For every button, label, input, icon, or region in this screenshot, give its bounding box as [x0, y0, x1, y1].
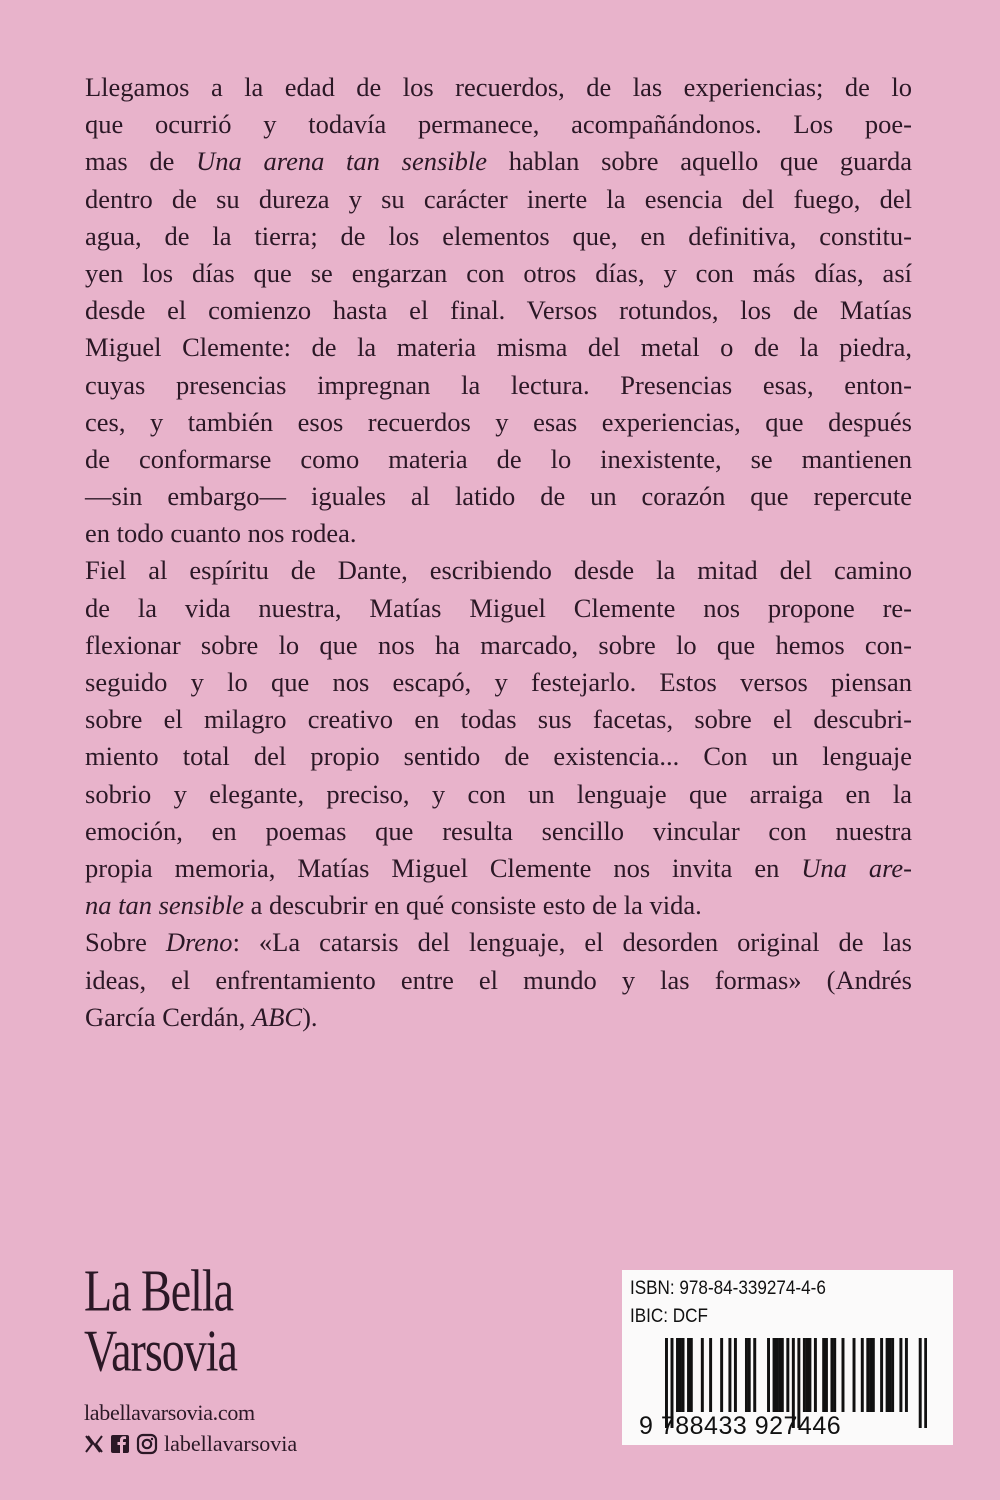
text-segment: agua, de la tierra; de los elementos que, en definitiva, constitu-	[85, 220, 912, 251]
text-segment: miento total del propio sentido de existencia... Con un lenguaje	[85, 741, 912, 772]
barcode-bar	[753, 1338, 756, 1412]
text-segment: sobre el milagro creativo en todas sus facetas, sobre el descubri-	[85, 704, 912, 735]
text-segment: a descubrir en qué consiste esto de la vida.	[244, 890, 702, 921]
barcode-bar	[888, 1338, 891, 1412]
barcode-bar	[866, 1338, 869, 1412]
barcode-bar	[919, 1338, 922, 1428]
barcode-bar	[861, 1338, 864, 1412]
italic-title: Una arena tan sensible	[196, 146, 488, 177]
barcode-bar	[745, 1338, 748, 1412]
text-segment: Miguel Clemente: de la materia misma del metal o de la piedra,	[85, 332, 912, 363]
blurb-line	[85, 478, 912, 515]
logo-line-2-row	[84, 1318, 237, 1384]
text-segment: yen los días que se engarzan con otros días, y con más días, así	[85, 257, 912, 288]
text-segment: : «La catarsis del lenguaje, el desorden original de las	[232, 927, 912, 958]
text-segment: que ocurrió y todavía permanece, acompañándonos. Los poe-	[85, 109, 912, 140]
instagram-icon[interactable]	[136, 1433, 158, 1455]
barcode-bar	[786, 1338, 789, 1412]
barcode-bar	[886, 1338, 889, 1412]
blurb-line	[85, 106, 912, 143]
blurb-line	[85, 738, 912, 775]
barcode-bar	[880, 1338, 883, 1412]
barcode-bar	[767, 1338, 770, 1412]
blurb-line	[85, 441, 912, 478]
blurb-line	[85, 590, 912, 627]
text-segment: ).	[302, 1001, 318, 1032]
x-icon[interactable]	[84, 1434, 104, 1454]
barcode-bar	[899, 1338, 902, 1412]
barcode-bar	[869, 1338, 872, 1412]
barcode-bar	[808, 1338, 811, 1412]
blurb-line	[85, 181, 912, 218]
barcode-bar	[679, 1338, 682, 1412]
blurb-line	[85, 218, 912, 255]
text-segment: Fiel al espíritu de Dante, escribiendo desde la mitad del camino	[85, 555, 912, 586]
barcode-bar	[822, 1338, 825, 1412]
italic-title: ABC	[252, 1001, 303, 1032]
blurb-line	[85, 813, 912, 850]
text-segment: ideas, el enfrentamiento entre el mundo y las formas» (Andrés	[85, 964, 912, 995]
barcode-bar	[676, 1338, 679, 1412]
publisher-website[interactable]: labellavarsovia.com	[84, 1400, 255, 1425]
barcode-bar	[803, 1338, 806, 1412]
barcode-bar	[842, 1338, 845, 1412]
barcode-bar	[833, 1338, 836, 1412]
italic-title: Una are-	[801, 852, 912, 883]
blurb-line	[85, 627, 912, 664]
barcode-bar	[814, 1338, 817, 1412]
publisher-logo	[84, 1258, 237, 1384]
barcode-bar	[806, 1338, 809, 1412]
logo-line-1-row	[84, 1258, 237, 1324]
blurb-line	[85, 850, 912, 887]
blurb-line	[85, 69, 912, 106]
text-segment: mas de	[85, 146, 197, 177]
blurb-line	[85, 292, 912, 329]
back-cover-blurb	[85, 69, 912, 1036]
text-segment: propia memoria, Matías Miguel Clemente nos invita en	[85, 852, 802, 883]
barcode-bar	[872, 1338, 875, 1412]
blurb-line	[85, 404, 912, 441]
text-segment: cuyas presencias impregnan la lectura. Presencias esas, enton-	[85, 369, 912, 400]
text-segment: de la vida nuestra, Matías Miguel Clemente nos propone re-	[85, 592, 912, 623]
barcode-bar	[687, 1338, 690, 1412]
barcode-bar	[748, 1338, 751, 1412]
blurb-line	[85, 776, 912, 813]
barcode-bar	[773, 1338, 776, 1412]
blurb-line	[85, 924, 912, 961]
barcode-bar	[709, 1338, 712, 1412]
text-segment: —sin embargo— iguales al latido de un corazón que repercute	[85, 481, 912, 512]
logo-line-2: Varsovia	[84, 1318, 237, 1384]
barcode-bar	[734, 1338, 737, 1412]
barcode-bar	[701, 1338, 704, 1412]
barcode-bar	[690, 1338, 693, 1412]
barcode-bar	[781, 1338, 784, 1412]
barcode-label	[622, 1270, 953, 1445]
italic-title: Dreno	[165, 927, 233, 958]
social-links	[84, 1431, 297, 1457]
barcode-bar	[891, 1338, 894, 1412]
barcode-bar	[853, 1338, 856, 1412]
blurb-line	[85, 329, 912, 366]
blurb-line	[85, 552, 912, 589]
blurb-line	[85, 367, 912, 404]
logo-line-1: La Bella	[84, 1258, 234, 1324]
text-segment: ces, y también esos recuerdos y esas experiencias, que después	[85, 406, 912, 437]
barcode-bar	[728, 1338, 731, 1412]
text-segment: hablan sobre aquello que guarda	[487, 146, 912, 177]
blurb-line	[85, 887, 912, 924]
text-segment: Sobre	[85, 927, 166, 958]
barcode-bar	[830, 1338, 833, 1412]
text-segment: dentro de su dureza y su carácter inerte la esencia del fuego, del	[85, 183, 912, 214]
blurb-line	[85, 515, 912, 552]
barcode-digits: 9 788433 927446	[639, 1412, 842, 1440]
barcode-bar	[778, 1338, 781, 1412]
isbn: ISBN: 978-84-339274-4-6	[630, 1278, 826, 1299]
text-segment: emoción, en poemas que resulta sencillo vincular con nuestra	[85, 815, 912, 846]
blurb-line	[85, 664, 912, 701]
text-segment: García Cerdán,	[85, 1001, 253, 1032]
text-segment: de conformarse como materia de lo inexistente, se mantienen	[85, 443, 912, 474]
barcode-bar	[825, 1338, 828, 1412]
blurb-line	[85, 255, 912, 292]
blurb-line	[85, 962, 912, 999]
text-segment: Llegamos a la edad de los recuerdos, de las experiencias; de lo	[85, 72, 912, 102]
text-segment: desde el comienzo hasta el final. Versos rotundos, los de Matías	[85, 295, 912, 326]
blurb-line	[85, 999, 912, 1036]
facebook-icon[interactable]	[110, 1434, 130, 1454]
text-segment: seguido y lo que nos escapó, y festejarlo. Estos versos piensan	[85, 667, 912, 697]
barcode-bar	[905, 1338, 908, 1412]
barcode-bar	[775, 1338, 778, 1412]
social-handle[interactable]: labellavarsovia	[164, 1431, 298, 1456]
barcode-bar	[924, 1338, 927, 1428]
text-segment: en todo cuanto nos rodea.	[85, 518, 357, 549]
barcode-bar	[682, 1338, 685, 1412]
text-segment: sobrio y elegante, preciso, y con un lenguaje que arraiga en la	[85, 778, 912, 809]
italic-title: na tan sensible	[85, 890, 244, 921]
blurb-line	[85, 701, 912, 738]
blurb-line	[85, 143, 912, 180]
text-segment: flexionar sobre lo que nos ha marcado, sobre lo que hemos con-	[85, 629, 912, 660]
ibic-code: IBIC: DCF	[630, 1306, 708, 1327]
barcode-bar	[720, 1338, 723, 1412]
